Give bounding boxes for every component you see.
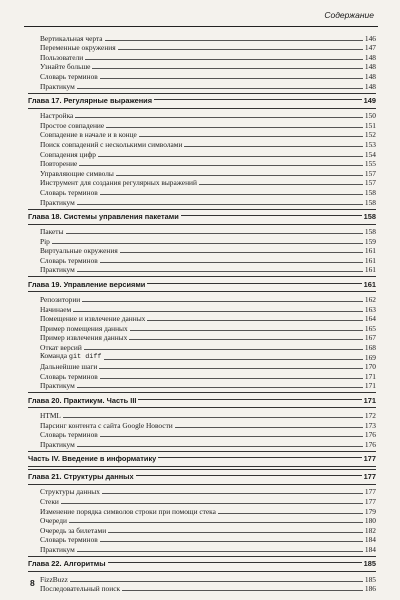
toc-entry-row (28, 323, 376, 333)
toc-title (40, 62, 92, 71)
toc-title (40, 130, 139, 139)
toc-title-text: Поиск совпадений с несколькими символами (40, 139, 183, 149)
toc-title-text: Словарь терминов (40, 187, 98, 197)
dot-leader (120, 252, 363, 253)
toc-title-text: Глава 19. Управление версиями (28, 279, 146, 289)
toc-entry-row (28, 71, 376, 81)
toc-title (40, 430, 100, 439)
dot-leader (129, 339, 363, 340)
toc-page-number: 164 (364, 314, 376, 324)
toc-title (28, 396, 138, 405)
toc-title-text: Пользователи (40, 52, 84, 62)
toc-entry-row (28, 333, 376, 343)
toc-chapter-row (28, 556, 376, 572)
dot-leader (154, 99, 362, 100)
toc-page-number: 148 (364, 81, 376, 91)
dot-leader (77, 271, 363, 272)
toc-title (40, 526, 108, 535)
toc-entry-row (28, 487, 376, 497)
toc-page-number: 172 (364, 411, 376, 420)
toc-title-text: HTML (40, 411, 61, 420)
toc-title-text: Глава 22. Алгоритмы (28, 559, 106, 569)
dot-leader (52, 243, 363, 244)
dot-leader (104, 359, 363, 360)
toc-title-text: Словарь терминов (40, 371, 98, 381)
dot-leader (136, 475, 362, 476)
dot-leader (122, 590, 363, 591)
toc-title (40, 159, 79, 168)
toc-title (40, 421, 175, 430)
toc-page-number: 176 (364, 430, 376, 440)
toc-entry-row (28, 120, 376, 130)
dot-leader (147, 320, 363, 321)
dot-leader (85, 59, 363, 60)
toc-title (40, 324, 130, 333)
toc-entry-row (28, 236, 376, 246)
toc-entry-row (28, 52, 376, 62)
toc-title (40, 295, 82, 304)
dot-leader (61, 503, 363, 504)
toc-title-text: Узнайте больше (40, 62, 91, 72)
toc-page-number: 169 (364, 352, 376, 362)
toc-title-text: Настройка (40, 111, 74, 121)
toc-title-text: Начинаем (40, 304, 72, 314)
toc-title-text: Изменение порядка символов строки при помощи стека (40, 506, 216, 516)
toc-entry-row (28, 525, 376, 535)
toc-chapter-row (28, 209, 376, 225)
toc-chapter-row (28, 451, 376, 467)
toc-page-number: 186 (364, 584, 376, 594)
dot-leader (82, 301, 363, 302)
toc-title (40, 237, 52, 246)
toc-page-number: 171 (363, 395, 376, 405)
toc-page-number: 161 (363, 279, 376, 289)
toc-title (40, 256, 100, 265)
dot-leader (69, 522, 363, 523)
toc-title (40, 43, 118, 52)
toc-page-number: 148 (364, 52, 376, 62)
toc-title (40, 362, 99, 371)
toc-title-text: Словарь терминов (40, 255, 98, 265)
toc-page-number: 148 (364, 71, 376, 81)
dot-leader (73, 311, 363, 312)
toc-title-text: Управляющие символы (40, 168, 114, 178)
dot-leader (98, 156, 363, 157)
toc-chapter-row (28, 276, 376, 292)
dot-leader (100, 78, 363, 79)
toc-title-text: Глава 18. Системы управления пакетами (28, 212, 179, 221)
toc-title (40, 545, 77, 554)
toc-title-text: Pip (40, 236, 50, 246)
toc-page-number: 177 (363, 472, 376, 482)
toc-page-number: 155 (364, 159, 376, 169)
toc-title (40, 411, 63, 420)
toc-title-text: Глава 21. Структуры данных (28, 472, 134, 482)
toc-title (28, 472, 136, 481)
toc-entry-row (28, 439, 376, 449)
toc-entry-row (28, 496, 376, 506)
toc-title (40, 246, 120, 255)
toc-page-number: 173 (364, 420, 376, 430)
dot-leader (100, 194, 363, 195)
toc-title (40, 53, 85, 62)
toc-title (40, 372, 100, 381)
toc-title-text: Глава 20. Практикум. Часть III (28, 395, 137, 405)
toc-title (40, 178, 199, 187)
toc-title-text: Стеки (40, 496, 59, 506)
toc-title-text: Практикум (40, 381, 75, 391)
toc-page-number: 179 (364, 506, 376, 516)
toc-chapter-row (28, 93, 376, 109)
toc-title (40, 34, 105, 43)
dot-leader (158, 457, 361, 458)
toc-entry-row (28, 544, 376, 554)
toc-page-number: 163 (364, 304, 376, 314)
toc-title (28, 96, 154, 105)
toc-title-text: Виртуальные окружения (40, 246, 118, 256)
toc-title-text: Словарь терминов (40, 535, 98, 545)
toc-entry-row (28, 178, 376, 188)
toc-title-text: Практикум (40, 197, 75, 207)
toc-page-number: 180 (364, 516, 376, 526)
toc-title (40, 507, 218, 516)
toc-page-number: 157 (364, 178, 376, 188)
toc-entry-row (28, 516, 376, 526)
dot-leader (100, 541, 363, 542)
toc-title (40, 333, 129, 342)
toc-entry-row (28, 410, 376, 420)
dot-leader (79, 165, 363, 166)
dot-leader (175, 427, 363, 428)
toc-title (40, 314, 147, 323)
toc-entry-row (28, 584, 376, 594)
dot-leader (70, 581, 363, 582)
toc-page-number: 146 (364, 33, 376, 43)
toc-title-text: Часть IV. Введение в информатику (28, 454, 157, 464)
toc-page-number: 171 (364, 381, 376, 391)
toc-entry-row (28, 81, 376, 91)
toc-title (40, 82, 77, 91)
dot-leader (118, 49, 363, 50)
toc-entry-row (28, 352, 376, 362)
dot-leader (147, 283, 361, 284)
toc-page-number: 153 (364, 139, 376, 149)
dot-leader (138, 399, 361, 400)
running-header-title: Содержание (324, 10, 374, 20)
toc-title-text: Очереди (40, 516, 67, 526)
toc-chapter-row (28, 469, 376, 485)
toc-title (40, 516, 69, 525)
toc-title-text: Совпадение в начале и в конце (40, 130, 137, 140)
toc-title-text: Совпадения цифр (40, 149, 96, 159)
toc-title-text: Структуры данных (40, 487, 100, 497)
toc-page-number: 152 (364, 130, 376, 140)
toc-entry-row (28, 574, 376, 584)
toc-title-text: Пример извлечения данных (40, 333, 128, 343)
toc-title (40, 121, 106, 130)
dot-leader (66, 233, 363, 234)
toc-entry-row (28, 159, 376, 169)
toc-page-number: 159 (364, 236, 376, 246)
toc-chapter-row (28, 392, 376, 408)
toc-page-number: 177 (364, 487, 376, 497)
toc-page-number: 149 (363, 96, 376, 106)
dot-leader (100, 378, 363, 379)
toc-page-number: 158 (364, 187, 376, 197)
toc-title-text: Практикум (40, 265, 75, 275)
toc-page-number: 177 (363, 454, 376, 464)
toc-title (40, 305, 73, 314)
toc-entry-row (28, 430, 376, 440)
toc-page-number: 158 (363, 212, 376, 221)
toc-title (40, 575, 70, 584)
toc-entry-row (28, 304, 376, 314)
dot-leader (181, 215, 362, 216)
toc-title-text: Пример помещения данных (40, 323, 128, 333)
toc-page-number: 150 (364, 111, 376, 121)
toc-title-text: Инструмент для создания регулярных выражений (40, 178, 197, 188)
toc-entry-row (28, 33, 376, 43)
dot-leader (99, 368, 363, 369)
toc-page-number: 177 (364, 496, 376, 506)
dot-leader (75, 117, 363, 118)
toc-title-text: Практикум (40, 439, 75, 449)
toc-page-number: 185 (364, 574, 376, 584)
toc-title-text: Откат версий (40, 343, 82, 353)
toc-page-number: 158 (364, 197, 376, 207)
toc-page-number: 171 (364, 371, 376, 381)
toc-entry-row (28, 111, 376, 121)
dot-leader (108, 562, 362, 563)
toc-entry-row (28, 255, 376, 265)
running-header (24, 4, 378, 27)
toc-title (40, 111, 75, 120)
toc-entry-row (28, 535, 376, 545)
toc-page-number: 184 (364, 535, 376, 545)
toc-title-text: Повторение (40, 159, 78, 169)
toc-entry-row (28, 506, 376, 516)
dot-leader (184, 146, 362, 147)
toc-title-code: git diff (68, 352, 102, 361)
toc-page-number: 185 (363, 559, 376, 569)
toc-title (40, 584, 122, 593)
toc-entry-row (28, 294, 376, 304)
toc-title-text: Команда (40, 350, 69, 360)
toc-title-text: Практикум (40, 81, 75, 91)
toc-title (40, 265, 77, 274)
toc-title (40, 227, 66, 236)
toc-entry-row (28, 43, 376, 53)
toc-title-text: Переменные окружения (40, 43, 116, 53)
toc-entry-row (28, 149, 376, 159)
toc-title (40, 381, 77, 390)
dot-leader (130, 330, 363, 331)
toc-title-text: Парсинг контента с сайта Google Новости (40, 420, 173, 430)
dot-leader (77, 88, 363, 89)
toc-entry-row (28, 130, 376, 140)
dot-leader (199, 184, 363, 185)
toc-title-text: Репозитории (40, 295, 81, 305)
toc-title-text: Пакеты (40, 227, 64, 237)
toc-entry-row (28, 62, 376, 72)
toc-title (40, 440, 77, 449)
toc-title (28, 280, 147, 289)
toc-page-number: 158 (364, 227, 376, 237)
toc-page-number: 168 (364, 343, 376, 353)
toc-page-number: 167 (364, 333, 376, 343)
dot-leader (105, 40, 363, 41)
toc-title-text: Помещение и извлечение данных (40, 314, 146, 324)
toc-title-text: Простое совпадение (40, 120, 105, 130)
toc-page-number: 147 (364, 43, 376, 53)
dot-leader (106, 127, 363, 128)
toc-entry-row (28, 314, 376, 324)
toc-title-text: Словарь терминов (40, 71, 98, 81)
toc-title (40, 188, 100, 197)
toc-title (40, 497, 61, 506)
toc-entry-row (28, 197, 376, 207)
dot-leader (218, 513, 363, 514)
toc-entry-row (28, 227, 376, 237)
dot-leader (77, 387, 363, 388)
toc-title (28, 454, 158, 463)
toc-title (40, 140, 184, 149)
toc-page-number: 161 (364, 255, 376, 265)
toc-title-text: Дальнейшие шаги (40, 362, 98, 372)
dot-leader (77, 204, 363, 205)
dot-leader (77, 446, 363, 447)
toc-page-number: 161 (364, 246, 376, 256)
toc-title (40, 351, 104, 362)
dot-leader (100, 262, 363, 263)
dot-leader (63, 417, 363, 418)
toc-page-number: 157 (364, 168, 376, 178)
toc-title-text: Вертикальная черта (40, 33, 103, 43)
toc-page-number: 151 (364, 120, 376, 130)
toc-entry-row (28, 168, 376, 178)
dot-leader (139, 136, 363, 137)
dot-leader (84, 349, 363, 350)
dot-leader (77, 551, 363, 552)
toc-title (40, 198, 77, 207)
toc-title-text: Очередь за билетами (40, 525, 107, 535)
toc-title (28, 559, 108, 568)
toc-page-number: 162 (364, 295, 376, 305)
dot-leader (92, 68, 362, 69)
toc-page-number: 170 (364, 362, 376, 372)
toc-page-number: 154 (364, 149, 376, 159)
toc-title-text: Последовательный поиск (40, 584, 121, 594)
toc-page-number: 182 (364, 525, 376, 535)
toc-entry-row (28, 420, 376, 430)
dot-leader (108, 532, 363, 533)
toc-entry-row (28, 265, 376, 275)
toc-entry-row (28, 362, 376, 372)
toc-entry-row (28, 246, 376, 256)
toc-page-number: 184 (364, 544, 376, 554)
toc-title-text: Словарь терминов (40, 430, 98, 440)
toc-entry-row (28, 381, 376, 391)
toc-title (40, 72, 100, 81)
toc-title-text: Глава 17. Регулярные выражения (28, 96, 153, 106)
toc-page-number: 165 (364, 323, 376, 333)
toc-page-number: 148 (364, 62, 376, 72)
dot-leader (100, 436, 363, 437)
toc-entry-row (28, 139, 376, 149)
toc-title (28, 212, 181, 221)
page-number: 8 (30, 578, 35, 588)
toc-page-number: 176 (364, 439, 376, 449)
dot-leader (102, 493, 363, 494)
toc-entry-row (28, 371, 376, 381)
toc-title (40, 169, 116, 178)
toc-title (40, 535, 100, 544)
toc-title-text: Практикум (40, 544, 75, 554)
dot-leader (116, 175, 363, 176)
toc-title (40, 150, 98, 159)
toc-entry-row (28, 187, 376, 197)
table-of-contents (28, 33, 376, 593)
toc-title-text: FizzBuzz (40, 574, 68, 584)
toc-title (40, 487, 102, 496)
toc-page-number: 161 (364, 265, 376, 275)
